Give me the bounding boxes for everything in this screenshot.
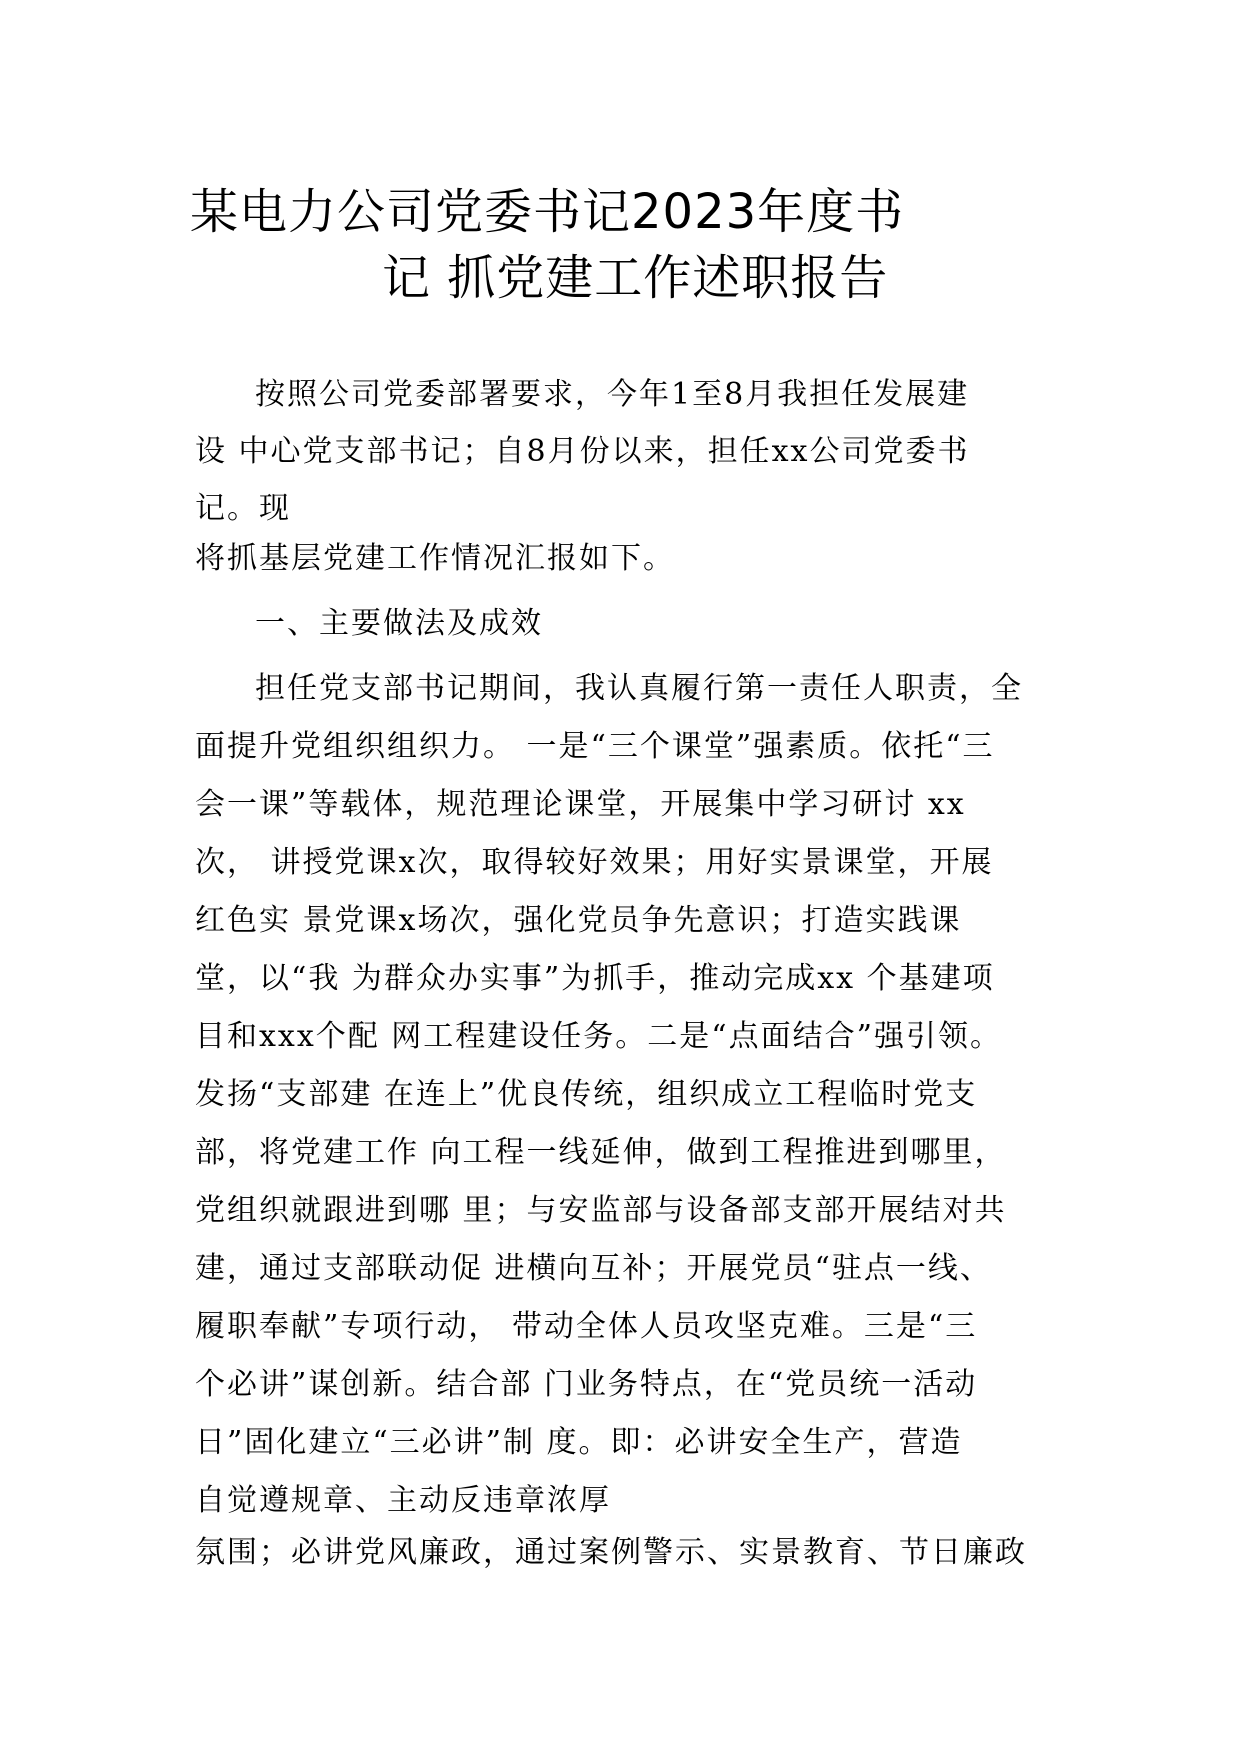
document-title-line-2: 记 抓党建工作述职报告 <box>382 250 889 306</box>
body-line: 部，将党建工作 向工程一线延伸，做到工程推进到哪里， <box>195 1135 1007 1170</box>
body-line: 按照公司党委部署要求，今年1至8月我担任发展建 <box>255 377 970 412</box>
body-line: 自觉遵规章、主动反违章浓厚 <box>195 1483 611 1518</box>
document-title-line-1: 某电力公司党委书记2023年度书 <box>190 184 905 240</box>
body-line: 履职奉献”专项行动， 带动全体人员攻坚克难。三是“三 <box>195 1309 978 1344</box>
body-line: 党组织就跟进到哪 里；与安监部与设备部支部开展结对共 <box>195 1193 1007 1228</box>
body-line: 将抓基层党建工作情况汇报如下。 <box>195 541 675 576</box>
body-line: 记。现 <box>195 491 291 526</box>
body-line: 氛围；必讲党风廉政，通过案例警示、实景教育、节日廉政 <box>195 1535 1027 1570</box>
body-line: 建，通过支部联动促 进横向互补；开展党员“驻点一线、 <box>195 1251 992 1286</box>
body-line: 担任党支部书记期间，我认真履行第一责任人职责，全 <box>255 671 1023 706</box>
body-line: 目和xxx个配 网工程建设任务。二是“点面结合”强引领。 <box>195 1019 1002 1054</box>
body-line: 设 中心党支部书记；自8月份以来，担任xx公司党委书 <box>195 434 970 469</box>
body-line: 堂，以“我 为群众办实事”为抓手，推动完成xx 个基建项 <box>195 961 995 996</box>
body-line: 个必讲”谋创新。结合部 门业务特点，在“党员统一活动 <box>195 1367 978 1402</box>
body-line: 发扬“支部建 在连上”优良传统，组织成立工程临时党支 <box>195 1077 978 1112</box>
section-heading: 一、主要做法及成效 <box>255 606 543 641</box>
body-line: 红色实 景党课x场次，强化党员争先意识；打造实践课 <box>195 903 962 938</box>
body-line: 面提升党组织组织力。 一是“三个课堂”强素质。依托“三 <box>195 729 995 764</box>
body-line: 日”固化建立“三必讲”制 度。即：必讲安全生产，营造 <box>195 1425 963 1460</box>
body-line: 次， 讲授党课x次，取得较好效果；用好实景课堂，开展 <box>195 845 994 880</box>
body-line: 会一课”等载体，规范理论课堂，开展集中学习研讨 xx <box>195 787 966 822</box>
